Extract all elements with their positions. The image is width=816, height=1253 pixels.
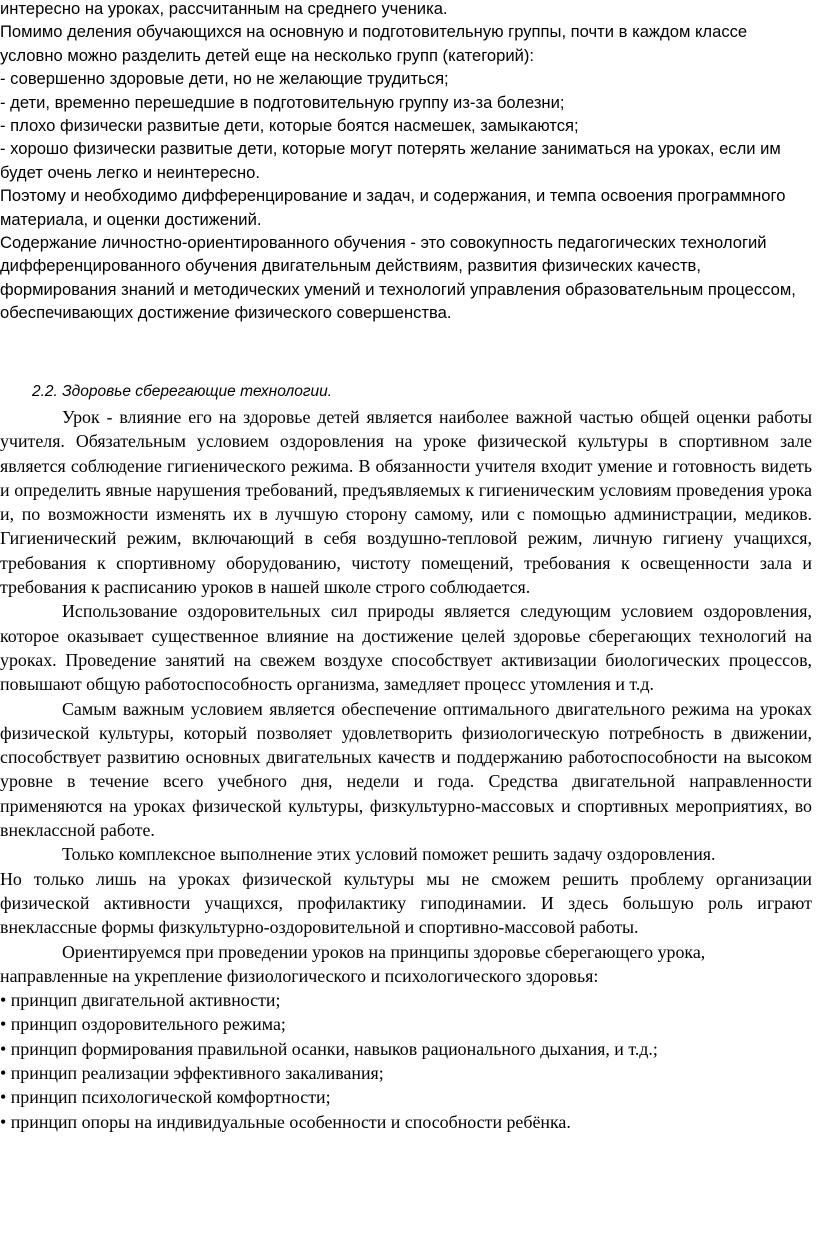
section-health-technologies bbox=[0, 405, 814, 1134]
list-item-principle: • принцип реализации эффективного закаливания; bbox=[0, 1063, 384, 1084]
list-item-category: - плохо физически развитые дети, которые боятся насмешек, замыкаются; bbox=[0, 116, 579, 136]
list-item-principle: • принцип двигательной активности; bbox=[0, 990, 281, 1011]
paragraph-lesson-hygiene: Урок - влияние его на здоровье детей является наиболее важной частью общей оценки работы учителя. Обязательным условием оздоровления на уроке физической культуры в спортивном зале является соблюдение гигиенического режима. В обязанности учителя входит умение и готовность видеть и определить явные нарушения требований, предъявляемых к гигиеническим условиям проведения урока и, по возможности изменять их в лучшую сторону самому, или с помощью администрации, медиков. Гигиенический режим, включающий в себя воздушно-тепловой режим, личную гигиену учащихся, требования к спортивному оборудованию, чистоту помещений, требования к освещенности зала и требования к расписанию уроков в нашей школе строго соблюдается. bbox=[0, 407, 812, 598]
paragraph-extracurricular: Но только лишь на уроках физической культуры мы не сможем решить проблему организации физической активности учащихся, профилактику гиподинамии. И здесь большую роль играют внеклассные формы физкультурно-оздоровительной и спортивно-массовой работы. bbox=[0, 868, 812, 938]
paragraph-nature-forces: Использование оздоровительных сил природы является следующим условием оздоровления, которое оказывает существенное влияние на достижение целей здоровье сберегающих технологий на уроках. Проведение занятий на свежем воздухе способствует активизации биологических процессов, повышают общую работоспособность организма, замедляет процесс утомления и т.д. bbox=[0, 601, 812, 695]
paragraph-motor-regime: Самым важным условием является обеспечение оптимального двигательного режима на уроках физической культуры, который позволяет удовлетворить физиологическую потребность в движении, способствует развитию основных двигательных качеств и поддержанию работоспособности на высоком уровне в течение всего учебного дня, недели и года. Средства двигательной направленности применяются на уроках физической культуры, физкультурно-массовых и спортивных мероприятиях, во внеклассной работе. bbox=[0, 698, 812, 841]
paragraph-principles-intro: Ориентируемся при проведении уроков на принципы здоровье сберегающего урока, направленные на укрепление физиологического и психологического здоровья: bbox=[0, 941, 706, 986]
list-item-principle: • принцип формирования правильной осанки, навыков рационального дыхания, и т.д.; bbox=[0, 1038, 658, 1059]
paragraph-personal-learning: Содержание личностно-ориентированного обучения - это совокупность педагогических технологий дифференцированного обучения двигательным действиям, развития физических качеств, формирования знаний и методических умений и технологий управления образовательным процессом, обеспечивающих достижение физического совершенства. bbox=[0, 233, 796, 323]
list-item-category: - хорошо физически развитые дети, которые могут потерять желание заниматься на уроках, если им будет очень легко и неинтересно. bbox=[0, 139, 781, 182]
paragraph-groups: Помимо деления обучающихся на основную и подготовительную группы, почти в каждом классе условно можно разделить детей еще на несколько групп (категорий): bbox=[0, 22, 748, 65]
paragraph-differentiation: Поэтому и необходимо дифференцирование и задач, и содержания, и темпа освоения программного материала, и оценки достижений. bbox=[0, 186, 786, 229]
list-item-principle: • принцип оздоровительного режима; bbox=[0, 1014, 286, 1035]
list-item-principle: • принцип психологической комфортности; bbox=[0, 1087, 331, 1108]
paragraph-complex-conditions: Только комплексное выполнение этих условий поможет решить задачу оздоровления. bbox=[62, 844, 716, 865]
paragraph-intro-end: интересно на уроках, рассчитанным на среднего ученика. bbox=[0, 0, 448, 18]
section-differentiation bbox=[0, 0, 810, 325]
section-heading: 2.2. Здоровье сберегающие технологии. bbox=[32, 383, 333, 400]
list-item-category: - дети, временно перешедшие в подготовительную группу из-за болезни; bbox=[0, 92, 565, 112]
list-item-principle: • принцип опоры на индивидуальные особенности и способности ребёнка. bbox=[0, 1111, 571, 1132]
list-item-category: - совершенно здоровые дети, но не желающие трудиться; bbox=[0, 69, 449, 89]
